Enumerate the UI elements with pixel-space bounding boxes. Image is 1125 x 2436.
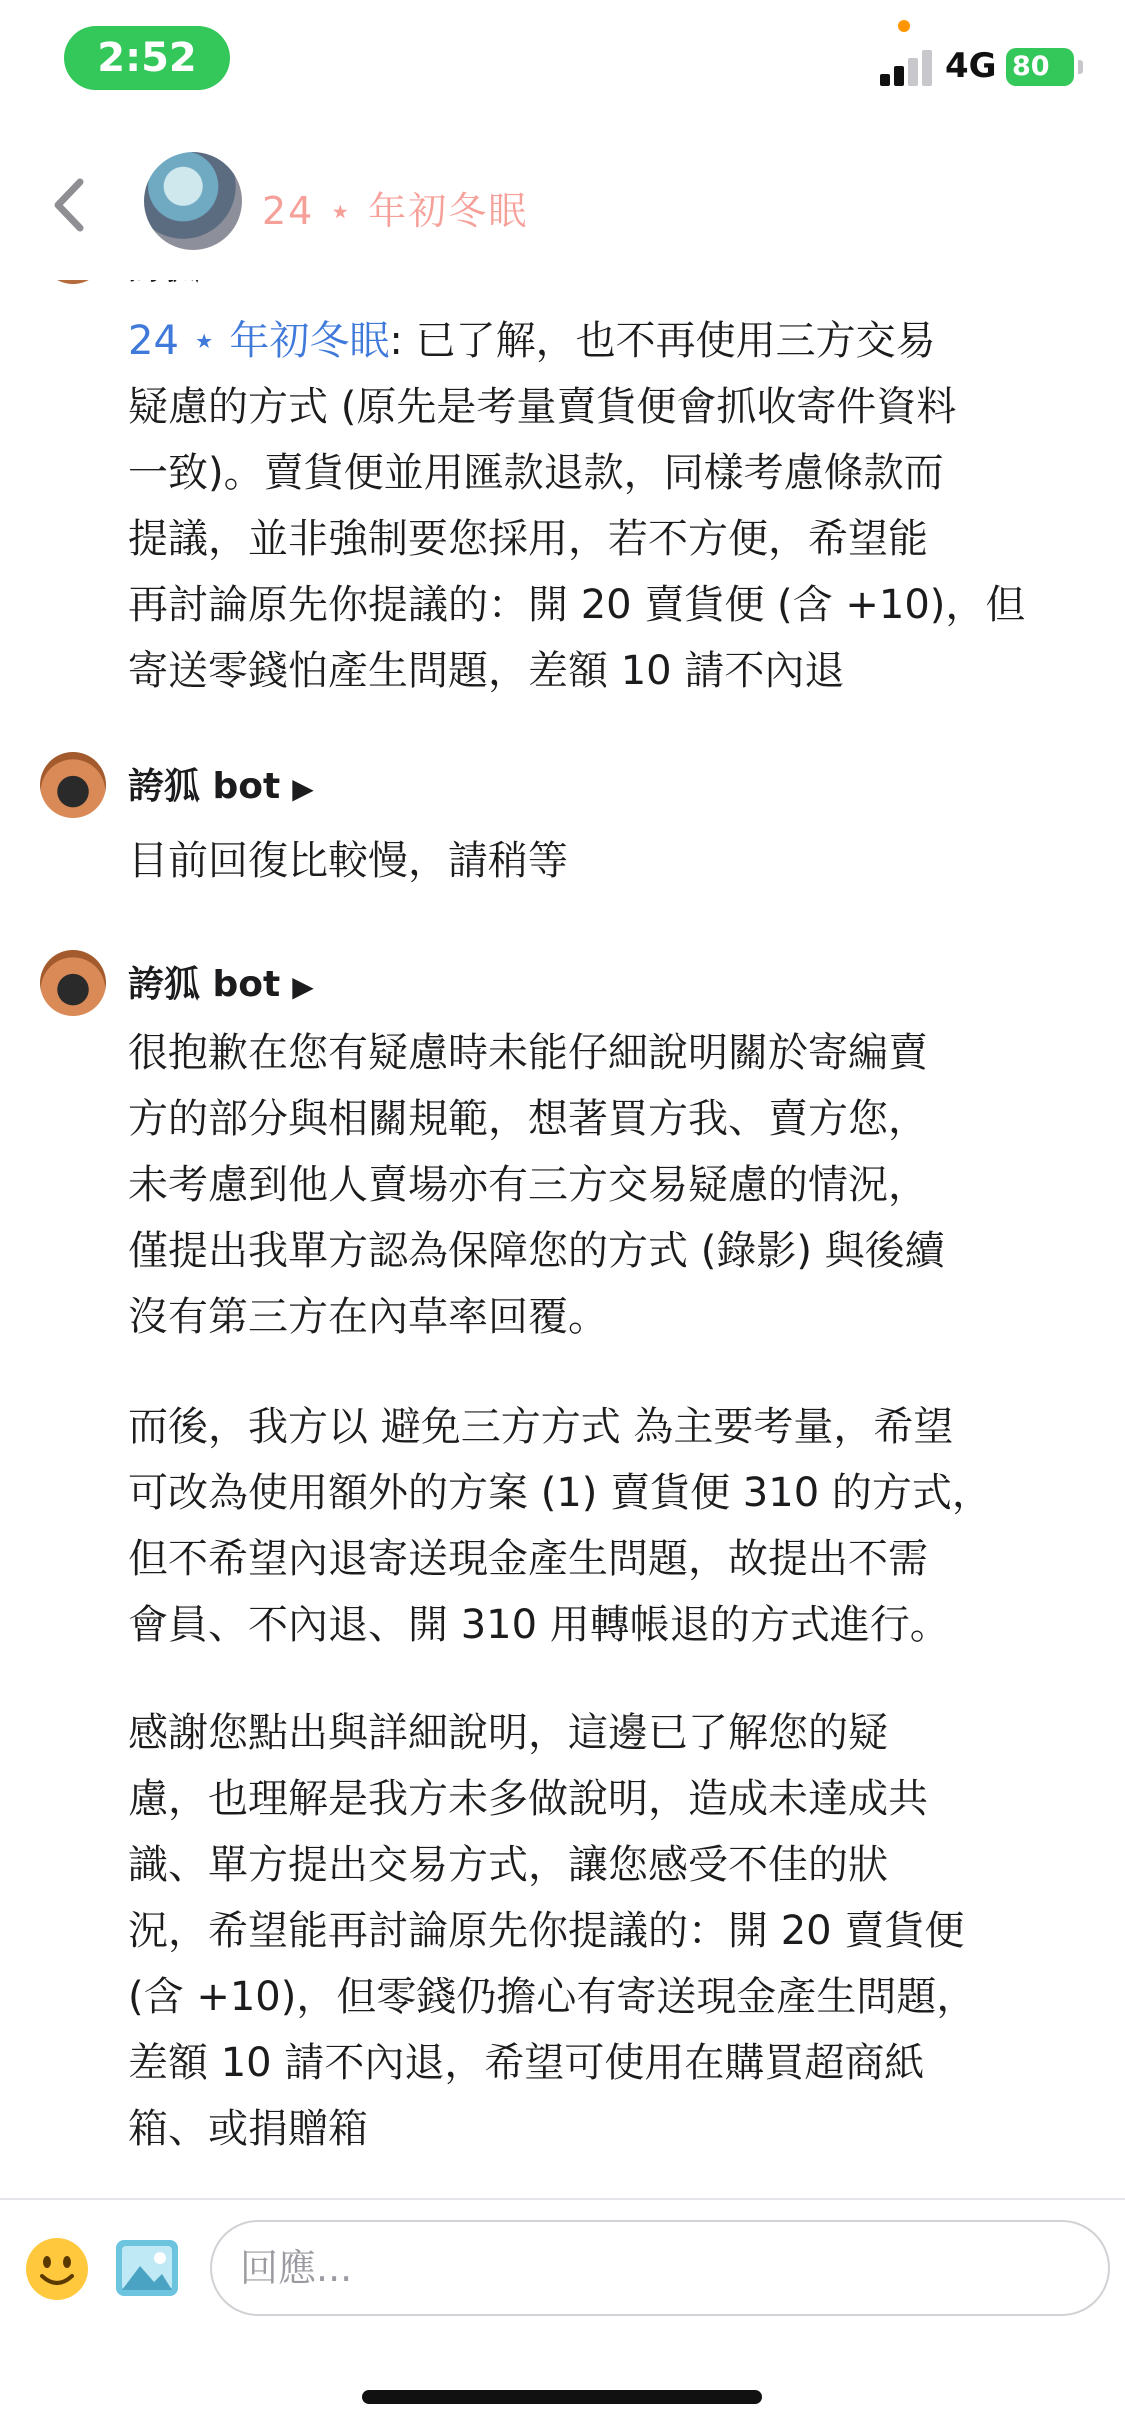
image-button[interactable]	[114, 2238, 180, 2298]
message-line: 未考慮到他人賣場亦有三方交易疑慮的情況，	[128, 1162, 928, 1208]
message-line: 況，希望能再討論原先你提議的：開 20 賣貨便	[128, 1908, 965, 1954]
message-paragraph	[128, 1394, 1078, 1658]
message-line: 目前回復比較慢，請稍等	[128, 838, 568, 884]
sender-name[interactable]	[128, 956, 314, 1007]
message-text	[128, 308, 1078, 704]
emoji-button[interactable]	[24, 2236, 90, 2302]
message-paragraph	[128, 1020, 1078, 1350]
play-arrow-icon: ▶	[292, 970, 314, 1003]
message-line: 再討論原先你提議的：開 20 賣貨便 (含 +10)，但	[128, 582, 1026, 628]
chat-header	[0, 130, 1125, 280]
status-bar	[0, 0, 1125, 120]
mic-indicator-dot	[898, 20, 910, 32]
message-line: 而後，我方以 避免三方方式 為主要考量，希望	[128, 1404, 954, 1450]
reply-bar	[0, 2198, 1125, 2340]
image-icon	[114, 2238, 180, 2298]
message-line: 可改為使用額外的方案 (1) 賣貨便 310 的方式，	[128, 1470, 992, 1516]
header-avatar[interactable]	[144, 152, 242, 250]
sender-name-text: 誇狐 bot	[128, 964, 281, 1005]
message-paragraph	[128, 1700, 1078, 2162]
message-line: 慮，也理解是我方未多做說明，造成未達成共	[128, 1776, 928, 1822]
network-type: 4G	[945, 46, 997, 86]
battery-tip	[1078, 60, 1083, 74]
smiley-icon	[24, 2236, 90, 2302]
message-line: 沒有第三方在內草率回覆。	[128, 1294, 608, 1340]
battery-level: 80	[1012, 51, 1050, 82]
message-text	[128, 828, 1078, 894]
chevron-left-icon	[40, 170, 100, 240]
message-line: 方的部分與相關規範，想著買方我、賣方您，	[128, 1096, 928, 1142]
home-indicator[interactable]	[362, 2390, 762, 2404]
message-line: 疑慮的方式 (原先是考量賣貨便會抓收寄件資料	[128, 384, 957, 430]
page-title[interactable]: 24 ⋆ 年初冬眠	[262, 189, 529, 233]
message-line: 會員、不內退、開 310 用轉帳退的方式進行。	[128, 1602, 950, 1648]
message-line: 但不希望內退寄送現金產生問題，故提出不需	[128, 1536, 928, 1582]
message-line: : 已了解，也不再使用三方交易	[389, 318, 936, 364]
user-mention[interactable]: 24 ⋆ 年初冬眠	[128, 318, 390, 364]
bot-avatar[interactable]	[40, 950, 106, 1016]
reply-input[interactable]	[210, 2220, 1110, 2316]
chat-message-list[interactable]	[0, 260, 1125, 2200]
message-line: 僅提出我單方認為保障您的方式 (錄影) 與後續	[128, 1228, 945, 1274]
message-line: 一致)。賣貨便並用匯款退款，同樣考慮條款而	[128, 450, 944, 496]
message-line: 識、單方提出交易方式，讓您感受不佳的狀	[128, 1842, 888, 1888]
message-line: 提議，並非強制要您採用，若不方便，希望能	[128, 516, 928, 562]
status-time[interactable]: 2:52	[64, 26, 230, 90]
play-arrow-icon: ▶	[292, 772, 314, 805]
back-button[interactable]	[40, 170, 100, 240]
message-line: 感謝您點出與詳細說明，這邊已了解您的疑	[128, 1710, 888, 1756]
sender-name-text: 誇狐 bot	[128, 766, 281, 807]
message-line: (含 +10)，但零錢仍擔心有寄送現金產生問題，	[128, 1974, 977, 2020]
message-line: 寄送零錢怕產生問題，差額 10 請不內退	[128, 648, 845, 694]
sender-name[interactable]	[128, 758, 314, 809]
signal-strength-icon	[880, 50, 936, 86]
message-line: 差額 10 請不內退，希望可使用在購買超商紙	[128, 2040, 925, 2086]
message-line: 很抱歉在您有疑慮時未能仔細說明關於寄編賣	[128, 1030, 928, 1076]
message-line: 箱、或捐贈箱	[128, 2106, 368, 2152]
bot-avatar[interactable]	[40, 752, 106, 818]
battery-icon	[1006, 48, 1074, 86]
